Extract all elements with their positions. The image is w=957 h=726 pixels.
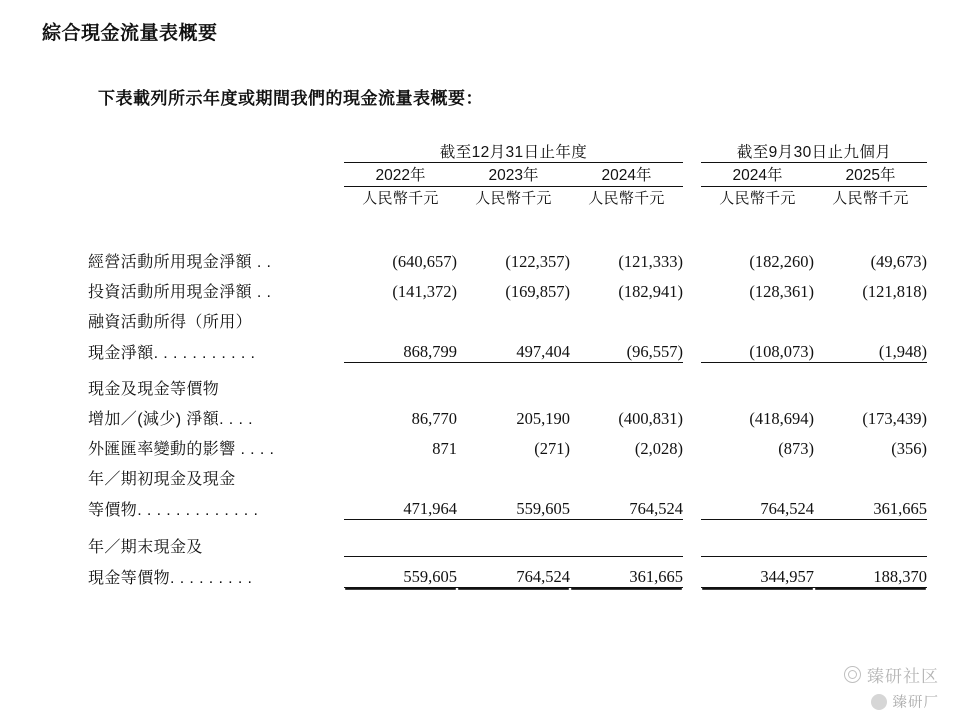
column-year-2024-9m: 2024年 — [732, 167, 783, 184]
table-spacer — [88, 208, 927, 242]
row-value: (400,831) — [618, 409, 683, 428]
row-value — [570, 363, 683, 400]
row-value: 361,665 — [873, 499, 927, 518]
row-value — [814, 520, 927, 557]
row-value — [701, 302, 814, 332]
row-value: (182,941) — [618, 282, 683, 301]
row-value: 361,665 — [570, 557, 683, 588]
row-value — [344, 363, 457, 400]
row-label: 現金及現金等價物 — [88, 381, 220, 398]
cash-flow-table — [88, 140, 927, 588]
row-value: (96,557) — [626, 342, 683, 361]
row-label: 投資活動所用現金淨額 . . — [88, 284, 272, 301]
row-label: 外匯匯率變動的影響 . . . . — [88, 441, 275, 458]
group-header-annual: 截至12月31日止年度 — [344, 140, 683, 163]
watermark-top-text: 臻研社区 — [867, 667, 939, 686]
row-value: 188,370 — [814, 557, 927, 588]
row-label: 年／期末現金及 — [88, 538, 203, 556]
row-label: 融資活動所得（所用） — [88, 314, 253, 331]
row-value: (1,948) — [878, 342, 927, 361]
watermark-circle-icon — [844, 666, 861, 683]
row-label: 增加／(減少) 淨額. . . . — [88, 411, 254, 428]
column-gap — [683, 429, 701, 459]
row-label: 經營活動所用現金淨額 . . — [88, 254, 272, 271]
row-value: 205,190 — [516, 409, 570, 428]
row-value — [344, 302, 457, 332]
row-value: (122,357) — [505, 252, 570, 271]
row-value — [344, 459, 457, 489]
row-value: (173,439) — [862, 409, 927, 428]
row-value — [701, 520, 814, 557]
column-gap — [683, 459, 701, 489]
watermark-bottom — [871, 691, 940, 712]
column-unit-2: 人民幣千元 — [475, 190, 552, 207]
table-row — [88, 332, 927, 363]
column-gap-3 — [683, 187, 701, 209]
column-gap — [683, 302, 701, 332]
row-value: 559,605 — [516, 499, 570, 518]
row-value: (271) — [534, 439, 570, 458]
column-gap — [683, 557, 701, 588]
column-year-2025-9m: 2025年 — [845, 167, 896, 184]
column-gap-2 — [683, 163, 701, 186]
row-value: 497,404 — [516, 342, 570, 361]
row-value: 764,524 — [629, 499, 683, 518]
watermark-bottom-text: 臻研厂 — [892, 695, 939, 711]
column-unit-3: 人民幣千元 — [588, 190, 665, 207]
row-value: 471,964 — [403, 499, 457, 518]
empty-corner-2 — [88, 163, 344, 186]
watermark-top — [844, 662, 939, 687]
row-value — [457, 520, 570, 557]
table-row — [88, 429, 927, 459]
row-value — [570, 520, 683, 557]
row-value: (121,333) — [618, 252, 683, 271]
row-value — [457, 459, 570, 489]
row-value — [457, 363, 570, 400]
intro-paragraph: 下表載列所示年度或期間我們的現金流量表概要： — [98, 89, 483, 108]
row-value: (640,657) — [392, 252, 457, 271]
row-value — [814, 302, 927, 332]
column-gap — [683, 140, 701, 163]
row-value: 86,770 — [411, 409, 457, 428]
column-gap — [683, 332, 701, 363]
column-unit-5: 人民幣千元 — [832, 190, 909, 207]
column-year-2023: 2023年 — [488, 167, 539, 184]
row-value: (108,073) — [749, 342, 814, 361]
row-value: 764,524 — [760, 499, 814, 518]
row-value: 344,957 — [701, 557, 814, 588]
table-row — [88, 302, 927, 332]
row-value: 764,524 — [457, 557, 570, 588]
column-unit-4: 人民幣千元 — [719, 190, 796, 207]
row-value: 871 — [432, 439, 457, 458]
table-year-row — [88, 163, 927, 186]
row-value: (128,361) — [749, 282, 814, 301]
row-value: (182,260) — [749, 252, 814, 271]
row-value: (169,857) — [505, 282, 570, 301]
column-gap — [683, 489, 701, 520]
table-row — [88, 242, 927, 272]
column-unit-1: 人民幣千元 — [362, 190, 439, 207]
column-gap — [683, 242, 701, 272]
row-value — [570, 459, 683, 489]
row-label: 年／期初現金及現金 — [88, 471, 236, 488]
row-value — [457, 302, 570, 332]
row-value — [701, 459, 814, 489]
table-row — [88, 520, 927, 557]
row-value — [814, 459, 927, 489]
row-value: 868,799 — [403, 342, 457, 361]
row-value — [570, 302, 683, 332]
row-value — [344, 520, 457, 557]
watermark — [844, 662, 939, 712]
table-row — [88, 459, 927, 489]
table-row — [88, 489, 927, 520]
empty-corner — [88, 140, 344, 163]
column-gap — [683, 520, 701, 557]
table-unit-row — [88, 187, 927, 209]
group-header-nine-months: 截至9月30日止九個月 — [701, 140, 927, 163]
table-row — [88, 272, 927, 302]
row-value: (356) — [891, 439, 927, 458]
empty-corner-3 — [88, 187, 344, 209]
watermark-logo-icon — [871, 694, 887, 710]
row-value: (2,028) — [634, 439, 683, 458]
row-value — [701, 363, 814, 400]
row-value — [814, 363, 927, 400]
spacer-cell — [88, 208, 927, 242]
row-value: (141,372) — [392, 282, 457, 301]
row-value: (49,673) — [870, 252, 927, 271]
row-value: 559,605 — [344, 557, 457, 588]
table-row — [88, 363, 927, 400]
table-row — [88, 399, 927, 429]
page-title: 綜合現金流量表概要 — [42, 23, 218, 44]
column-gap — [683, 363, 701, 400]
row-label: 現金等價物. . . . . . . . . — [88, 569, 253, 587]
row-value: (121,818) — [862, 282, 927, 301]
row-label: 現金淨額. . . . . . . . . . . — [88, 344, 256, 362]
table-row — [88, 557, 927, 588]
column-gap — [683, 399, 701, 429]
table-group-header-row — [88, 140, 927, 163]
row-value: (873) — [778, 439, 814, 458]
column-gap — [683, 272, 701, 302]
row-value: (418,694) — [749, 409, 814, 428]
column-year-2024: 2024年 — [601, 167, 652, 184]
column-year-2022: 2022年 — [375, 167, 426, 184]
row-label: 等價物. . . . . . . . . . . . . — [88, 501, 259, 519]
